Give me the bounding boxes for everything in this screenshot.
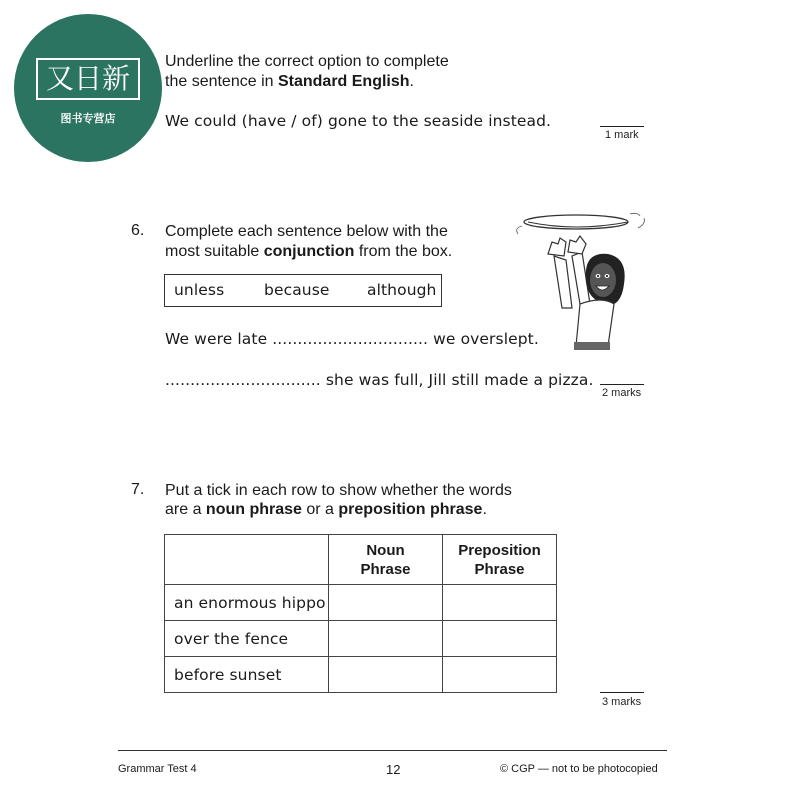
- q7-marks-label: 3 marks: [602, 696, 642, 708]
- q6-instr-end: from the box.: [354, 243, 453, 260]
- tick-cell-preposition[interactable]: [443, 657, 557, 693]
- q6-s1-text: We were late: [165, 330, 268, 348]
- conjunction-word: although: [367, 281, 437, 299]
- q7-instr-text: are a: [165, 501, 206, 518]
- q6-instruction-line1: Complete each sentence below with the: [165, 223, 448, 240]
- q7-mark-line: [600, 692, 644, 693]
- logo-title: 又日新: [36, 58, 140, 100]
- tick-cell-noun[interactable]: [329, 585, 443, 621]
- q7-instr-end: .: [482, 501, 487, 518]
- table-header-row: [165, 535, 557, 585]
- table-header-noun-phrase: [329, 535, 443, 585]
- table-row: [165, 621, 557, 657]
- q6-s1-end: we overslept.: [433, 330, 539, 348]
- q6-instr-text: most suitable: [165, 243, 264, 260]
- q6-mark-line: [600, 384, 644, 385]
- q6-s2-end: she was full, Jill still made a pizza.: [325, 371, 594, 389]
- footer-copyright: © CGP — not to be photocopied: [500, 763, 658, 775]
- tick-cell-noun[interactable]: [329, 657, 443, 693]
- q7-instr-mid: or a: [301, 501, 339, 518]
- q7-number: 7.: [131, 481, 145, 498]
- q5-mark-line: [600, 126, 644, 127]
- q6-instr-bold: conjunction: [263, 243, 355, 260]
- header-prep-line1: Preposition: [458, 541, 541, 559]
- row-phrase-label: over the fence: [165, 621, 329, 657]
- table-row: [165, 657, 557, 693]
- q6-number: 6.: [131, 222, 145, 239]
- q6-marks-label: 2 marks: [602, 387, 642, 399]
- q5-sentence[interactable]: We could (have / of) gone to the seaside instead.: [165, 112, 552, 130]
- conjunction-box: [164, 274, 442, 307]
- conjunction-word: unless: [174, 281, 225, 299]
- q7-instr-bold-prep: preposition phrase: [338, 501, 483, 518]
- row-phrase-label: before sunset: [165, 657, 329, 693]
- table-row: [165, 585, 557, 621]
- footer-page-number: 12: [386, 762, 401, 777]
- table-header-empty: [165, 535, 329, 585]
- q7-instr-bold-noun: noun phrase: [205, 501, 302, 518]
- table-header-preposition-phrase: [443, 535, 557, 585]
- header-noun-line2: Phrase: [360, 560, 411, 578]
- header-prep-line2: Phrase: [474, 560, 525, 578]
- q6-answer-blank-1[interactable]: ...............................: [272, 330, 429, 348]
- q5-instr-end: .: [409, 73, 414, 90]
- q5-marks-label: 1 mark: [605, 129, 639, 141]
- footer-test-name: Grammar Test 4: [118, 763, 197, 775]
- tick-cell-preposition[interactable]: [443, 621, 557, 657]
- tick-cell-preposition[interactable]: [443, 585, 557, 621]
- q7-instruction-line1: Put a tick in each row to show whether the words: [165, 482, 512, 499]
- tick-cell-noun[interactable]: [329, 621, 443, 657]
- q6-sentence2: [165, 371, 594, 389]
- header-noun-line1: Noun: [366, 541, 405, 559]
- q6-instruction-line2: [165, 242, 452, 262]
- q6-sentence1: [165, 330, 539, 348]
- row-phrase-label: an enormous hippo: [165, 585, 329, 621]
- store-logo-badge: [14, 14, 162, 162]
- q7-instruction-line2: [165, 500, 487, 520]
- q5-instr-text: the sentence in: [165, 73, 278, 90]
- phrase-table: [164, 534, 557, 693]
- logo-subtitle: 图书专营店: [60, 112, 116, 125]
- conjunction-word: because: [264, 281, 330, 299]
- q5-instr-bold: Standard English: [277, 73, 410, 90]
- footer-divider: [118, 750, 667, 751]
- q6-answer-blank-2[interactable]: ...............................: [165, 371, 321, 389]
- q5-instruction-line1: Underline the correct option to complete: [165, 53, 449, 70]
- q5-instruction-line2: [165, 72, 414, 92]
